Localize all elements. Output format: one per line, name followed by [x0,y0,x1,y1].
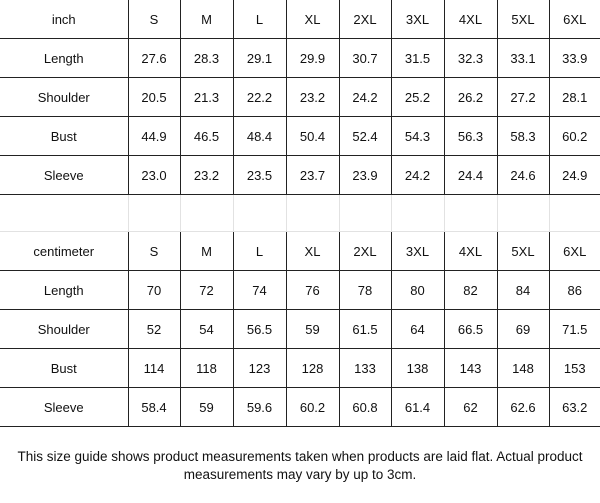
spacer-section [0,195,600,232]
table-cell: 24.2 [339,78,391,117]
table-cell: 23.2 [286,78,339,117]
table-cell: 29.1 [233,39,286,78]
size-header: 4XL [444,232,497,271]
table-cell: 30.7 [339,39,391,78]
table-cell: 23.2 [180,156,233,195]
table-cell: 27.6 [128,39,180,78]
table-cell: 24.2 [391,156,444,195]
table-row [0,117,600,156]
table-cell: 80 [391,271,444,310]
table-cell: 23.7 [286,156,339,195]
table-cell: 133 [339,349,391,388]
table-cell: 32.3 [444,39,497,78]
note-line-2: measurements may vary by up to 3cm. [183,467,417,482]
table-cell: 123 [233,349,286,388]
size-header: 2XL [339,0,391,39]
cm-header-row [0,232,600,271]
table-row [0,310,600,349]
row-label: Length [0,39,128,78]
size-header: 5XL [497,232,549,271]
size-header: 3XL [391,0,444,39]
table-cell: 128 [286,349,339,388]
table-cell: 86 [549,271,600,310]
size-header: L [233,0,286,39]
table-cell: 63.2 [549,388,600,427]
table-row [0,156,600,195]
table-row [0,39,600,78]
table-cell: 56.3 [444,117,497,156]
spacer-row [0,195,600,232]
table-cell: 60.8 [339,388,391,427]
spacer-cell [444,195,497,232]
inch-header-row [0,0,600,39]
size-header: 4XL [444,0,497,39]
table-cell: 143 [444,349,497,388]
size-header: XL [286,232,339,271]
row-label: Bust [0,117,128,156]
table-cell: 72 [180,271,233,310]
table-cell: 33.9 [549,39,600,78]
table-cell: 59.6 [233,388,286,427]
size-header: M [180,0,233,39]
table-cell: 27.2 [497,78,549,117]
row-label: Sleeve [0,388,128,427]
table-row [0,388,600,427]
size-header: XL [286,0,339,39]
spacer-cell [233,195,286,232]
table-cell: 114 [128,349,180,388]
size-header: S [128,232,180,271]
size-header: 6XL [549,232,600,271]
table-cell: 153 [549,349,600,388]
table-cell: 61.5 [339,310,391,349]
table-cell: 71.5 [549,310,600,349]
table-cell: 24.6 [497,156,549,195]
row-label: Shoulder [0,310,128,349]
table-cell: 64 [391,310,444,349]
row-label: Shoulder [0,78,128,117]
size-header: S [128,0,180,39]
table-cell: 52 [128,310,180,349]
table-cell: 29.9 [286,39,339,78]
size-guide-note [0,448,600,484]
table-cell: 62.6 [497,388,549,427]
spacer-cell [391,195,444,232]
centimeter-section [0,232,600,427]
table-cell: 56.5 [233,310,286,349]
inch-section [0,0,600,195]
table-cell: 24.9 [549,156,600,195]
table-cell: 31.5 [391,39,444,78]
size-header: M [180,232,233,271]
table-cell: 22.2 [233,78,286,117]
table-cell: 52.4 [339,117,391,156]
table-cell: 33.1 [497,39,549,78]
table-row [0,271,600,310]
table-cell: 60.2 [549,117,600,156]
table-row [0,78,600,117]
table-cell: 74 [233,271,286,310]
table-cell: 58.3 [497,117,549,156]
spacer-cell [339,195,391,232]
table-cell: 70 [128,271,180,310]
table-cell: 23.9 [339,156,391,195]
note-line-1: This size guide shows product measurements taken when products are laid flat. Actual product [17,449,583,464]
table-cell: 84 [497,271,549,310]
table-cell: 54 [180,310,233,349]
table-cell: 138 [391,349,444,388]
table-cell: 59 [286,310,339,349]
table-cell: 62 [444,388,497,427]
table-cell: 28.3 [180,39,233,78]
table-cell: 82 [444,271,497,310]
table-cell: 78 [339,271,391,310]
spacer-cell [549,195,600,232]
table-cell: 44.9 [128,117,180,156]
table-cell: 48.4 [233,117,286,156]
table-cell: 61.4 [391,388,444,427]
table-cell: 23.0 [128,156,180,195]
spacer-cell [497,195,549,232]
table-cell: 50.4 [286,117,339,156]
table-cell: 46.5 [180,117,233,156]
size-header: L [233,232,286,271]
table-cell: 26.2 [444,78,497,117]
table-cell: 54.3 [391,117,444,156]
size-header: 3XL [391,232,444,271]
size-header: 6XL [549,0,600,39]
row-label: Sleeve [0,156,128,195]
table-cell: 25.2 [391,78,444,117]
unit-label-centimeter: centimeter [0,232,128,271]
table-cell: 21.3 [180,78,233,117]
size-header: 5XL [497,0,549,39]
table-cell: 20.5 [128,78,180,117]
table-cell: 58.4 [128,388,180,427]
table-row [0,349,600,388]
row-label: Bust [0,349,128,388]
table-cell: 23.5 [233,156,286,195]
table-cell: 69 [497,310,549,349]
table-cell: 59 [180,388,233,427]
spacer-cell [0,195,128,232]
spacer-cell [128,195,180,232]
spacer-cell [286,195,339,232]
table-cell: 76 [286,271,339,310]
spacer-cell [180,195,233,232]
table-cell: 118 [180,349,233,388]
row-label: Length [0,271,128,310]
table-cell: 148 [497,349,549,388]
table-cell: 60.2 [286,388,339,427]
unit-label-inch: inch [0,0,128,39]
size-header: 2XL [339,232,391,271]
table-cell: 24.4 [444,156,497,195]
table-cell: 28.1 [549,78,600,117]
table-cell: 66.5 [444,310,497,349]
